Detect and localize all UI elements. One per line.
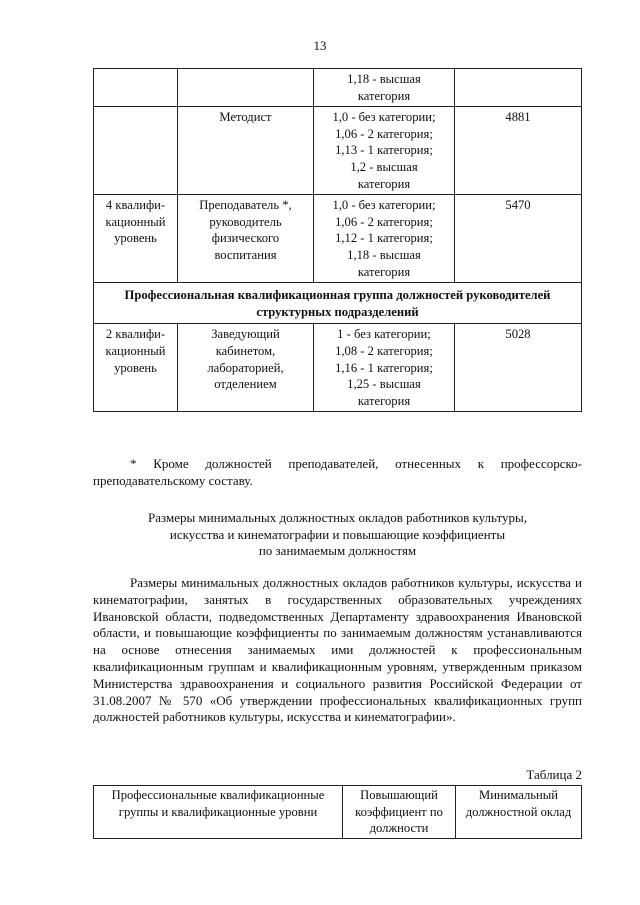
salary-table-2: [93, 785, 582, 839]
coefficient-line: 1,08 - 2 категория;: [335, 343, 433, 358]
table-label: Таблица 2: [526, 767, 582, 782]
column-header: Минимальный должностной оклад: [456, 786, 582, 839]
salary-cell: [455, 69, 582, 107]
section-heading: [93, 510, 582, 560]
table-row: [94, 107, 582, 195]
heading-line: по занимаемым должностям: [258, 543, 417, 558]
coefficient-line: 1,25 - высшая: [347, 377, 421, 392]
coefficient-line: 1,06 - 2 категория;: [335, 214, 433, 229]
position-cell: Преподаватель *, руководитель физического воспитания: [178, 195, 314, 283]
group-header: Профессиональная квалификационная группа должностей руководителей структурных подразделений: [94, 283, 582, 324]
table-row: [94, 195, 582, 283]
column-header: Повышающий коэффициент по должности: [343, 786, 456, 839]
salary-table-1: [93, 68, 582, 412]
heading-line: Размеры минимальных должностных окладов работников культуры,: [148, 510, 527, 525]
column-header: Профессиональные квалификационные группы и квалификационные уровни: [94, 786, 343, 839]
coefficient-line: 1,18 - высшая: [347, 247, 421, 262]
page-number: 13: [313, 38, 327, 53]
coefficient-line: категория: [357, 88, 411, 103]
header-row: [94, 786, 582, 839]
coefficient-cell: [313, 107, 454, 195]
coefficient-line: категория: [357, 393, 411, 408]
coefficient-line: категория: [357, 176, 411, 191]
level-cell: 2 квалифи- кационный уровень: [94, 324, 178, 412]
position-cell: Методист: [178, 107, 314, 195]
footnote: * Кроме должностей преподавателей, отнесенных к профессорско-преподавательскому составу.: [93, 456, 582, 488]
level-cell: [94, 107, 178, 195]
coefficient-line: 1,13 - 1 категория;: [335, 143, 433, 158]
coefficient-line: 1,2 - высшая: [350, 159, 418, 174]
level-cell: 4 квалифи- кационный уровень: [94, 195, 178, 283]
coefficient-line: 1,06 - 2 категория;: [335, 126, 433, 141]
coefficient-line: 1,18 - высшая: [347, 72, 421, 86]
coefficient-line: 1 - без категории;: [337, 327, 431, 342]
salary-cell: 4881: [455, 107, 582, 195]
position-cell: Заведующий кабинетом, лабораторией, отделением: [178, 324, 314, 412]
coefficient-line: 1,0 - без категории;: [332, 110, 436, 125]
coefficient-cell: [313, 324, 454, 412]
coefficient-line: 1,0 - без категории;: [332, 198, 436, 213]
position-cell: [178, 69, 314, 107]
table-row: [94, 69, 582, 107]
coefficient-cell: [313, 195, 454, 283]
coefficient-cell: [313, 69, 454, 107]
group-header-row: [94, 283, 582, 324]
body-paragraph: Размеры минимальных должностных окладов работников культуры, искусства и кинематографии, занятых в государственных образовательных учреждениях Ивановской области, подведомственных Департаменту здравоохранения Ивановской области, и повышающие коэффициенты по занимаемым должностям устанавливаются на основе отнесения занимаемых ими должностей к профессиональным квалификационным группам и квалификационным уровням, утвержденным приказом Министерства здравоохранения и социального развития Российской Федерации от 31.08.2007 № 570 «Об утверждении профессиональных квалификационных групп должностей работников культуры, искусства и кинематографии».: [93, 575, 582, 725]
heading-line: искусства и кинематографии и повышающие коэффициенты: [169, 526, 506, 542]
level-cell: [94, 69, 178, 107]
coefficient-line: категория: [357, 264, 411, 279]
salary-cell: 5470: [455, 195, 582, 283]
coefficient-line: 1,12 - 1 категория;: [335, 231, 433, 246]
salary-cell: 5028: [455, 324, 582, 412]
table-row: [94, 324, 582, 412]
coefficient-line: 1,16 - 1 категория;: [335, 360, 433, 375]
